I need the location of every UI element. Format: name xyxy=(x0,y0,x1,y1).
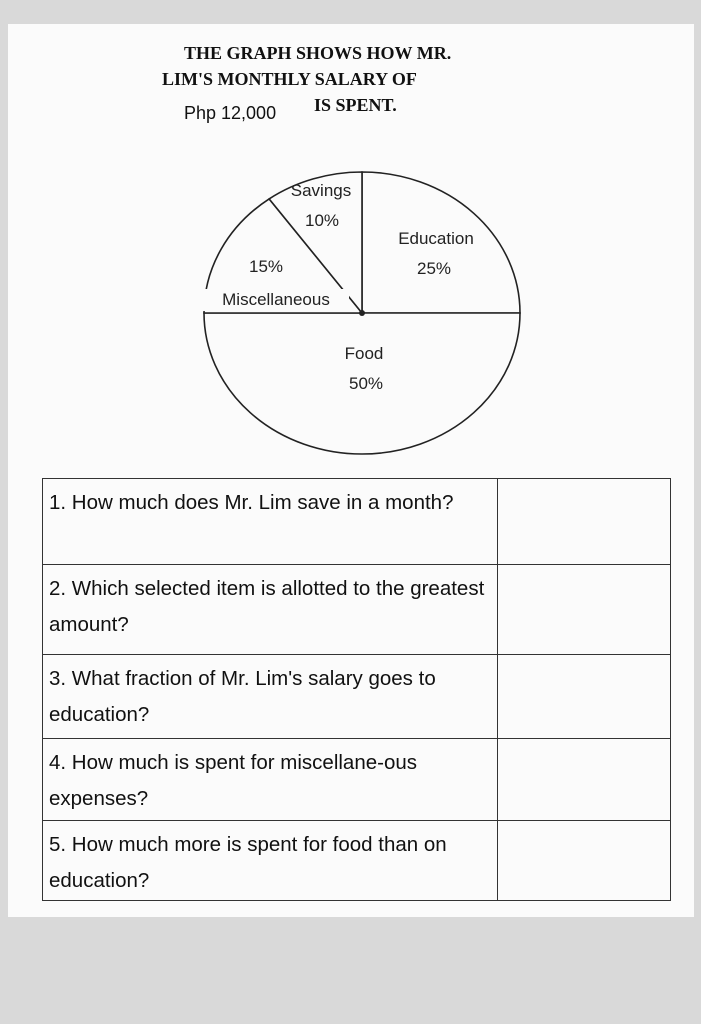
pie-chart xyxy=(0,0,701,470)
answer-cell[interactable] xyxy=(498,821,671,901)
question-text: 2. Which selected item is allotted to the greatest amount? xyxy=(43,565,498,655)
question-row xyxy=(43,739,671,821)
question-row xyxy=(43,565,671,655)
slice-value-miscellaneous: 15% xyxy=(248,257,284,276)
title-line-1: THE GRAPH SHOWS HOW MR. xyxy=(184,43,452,63)
answer-cell[interactable] xyxy=(498,479,671,565)
answer-cell[interactable] xyxy=(498,655,671,739)
answer-cell[interactable] xyxy=(498,739,671,821)
title-line-3: IS SPENT. xyxy=(314,95,397,115)
slice-label-education: Education xyxy=(398,229,474,248)
title-salary-amount: Php 12,000 xyxy=(184,103,277,123)
pie-center-dot xyxy=(359,310,365,316)
slice-value-education: 25% xyxy=(416,259,452,278)
question-text: 1. How much does Mr. Lim save in a month? xyxy=(43,479,498,565)
title-line-2: LIM'S MONTHLY SALARY OF xyxy=(162,69,417,89)
question-row xyxy=(43,479,671,565)
slice-label-savings: Savings xyxy=(290,181,352,200)
answer-cell[interactable] xyxy=(498,565,671,655)
question-text: 3. What fraction of Mr. Lim's salary goes to education? xyxy=(43,655,498,739)
slice-label-miscellaneous: Miscellaneous xyxy=(222,290,330,309)
slice-value-food: 50% xyxy=(348,374,384,393)
question-text: 4. How much is spent for miscellane-ous expenses? xyxy=(43,739,498,821)
questions-table xyxy=(42,478,671,901)
question-row xyxy=(43,821,671,901)
slice-value-savings: 10% xyxy=(304,211,340,230)
question-text: 5. How much more is spent for food than on education? xyxy=(43,821,498,901)
question-row xyxy=(43,655,671,739)
slice-label-food: Food xyxy=(344,344,384,363)
